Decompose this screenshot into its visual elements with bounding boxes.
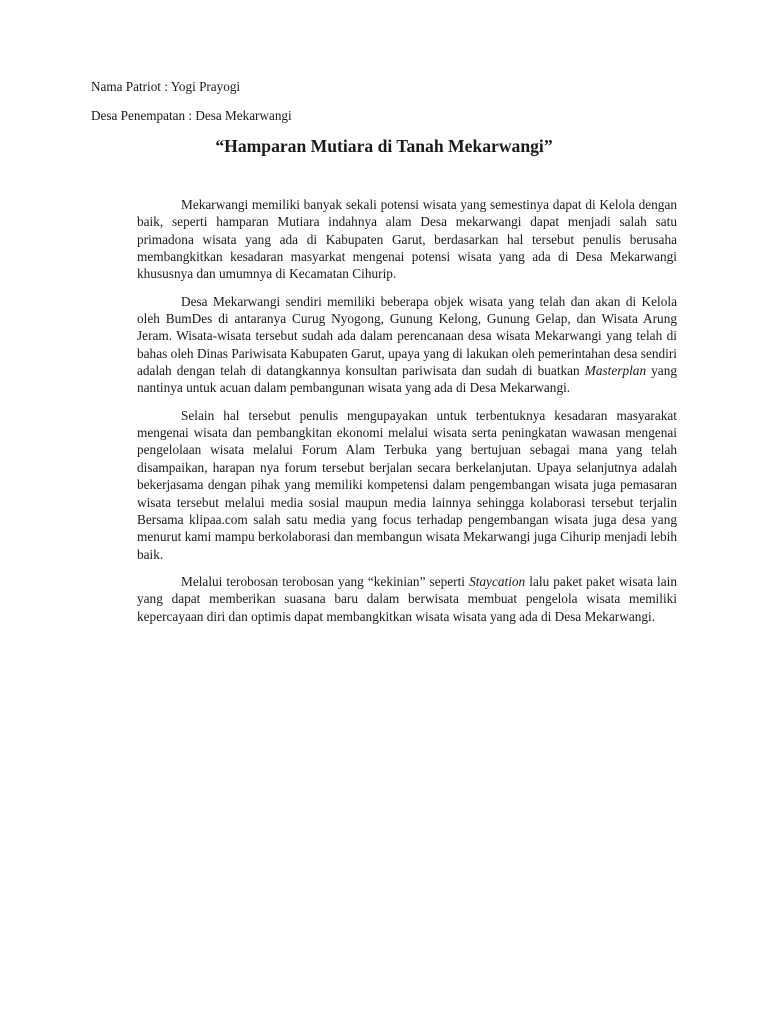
paragraph-2: [137, 293, 677, 397]
document-body: [137, 196, 677, 625]
document-title: “Hamparan Mutiara di Tanah Mekarwangi”: [215, 136, 553, 156]
paragraph-2-italic-term: Masterplan: [584, 363, 647, 379]
paragraph-2-text-end: yang nantinya untuk acuan dalam pembangunan wisata yang ada di Desa Mekarwangi.: [137, 363, 677, 396]
paragraph-4-text-end: lalu paket paket wisata lain yang dapat memberikan suasana baru dalam berwisata membuat pengelola wisata memiliki kepercayaan diri dan optimis dapat membangkitkan wisata wisata yang ada di Desa Mekarwangi.: [137, 573, 677, 624]
paragraph-4-text-start: Melalui terobosan terobosan yang “kekinian” seperti: [181, 573, 470, 589]
placement-village-line: Desa Penempatan : Desa Mekarwangi: [91, 108, 292, 123]
patriot-name-line: Nama Patriot : Yogi Prayogi: [91, 79, 241, 94]
paragraph-4: [137, 573, 677, 625]
paragraph-4-italic-term: Staycation: [469, 573, 526, 589]
paragraph-3: Selain hal tersebut penulis mengupayakan untuk terbentuknya kesadaran masyarakat mengenai wisata dan pembangkitan ekonomi melalui wisata serta peningkatan wawasan mengenai pengelolaan wisata melalui Forum Alam Terbuka yang bertujuan sebagai mana yang telah disampaikan, harapan nya forum tersebut berjalan secara berkelanjutan. Upaya selanjutnya adalah bekerjasama dengan pihak yang memiliki kompetensi dalam pengembangan wisata juga pemasaran wisata tersebut melalui media sosial maupun media lainnya sehingga kolaborasi tersebut terjalin Bersama klipaa.com salah satu media yang focus terhadap pengembangan wisata juga desa yang menurut kami mampu berkolaborasi dan membangun wisata Mekarwangi juga Cihurip menjadi lebih baik.: [137, 407, 677, 562]
paragraph-1: Mekarwangi memiliki banyak sekali potensi wisata yang semestinya dapat di Kelola dengan baik, seperti hamparan Mutiara indahnya alam Desa mekarwangi dapat menjadi salah satu primadona wisata yang ada di Kabupaten Garut, berdasarkan hal tersebut penulis berusaha membangkitkan kesadaran masyarkat mengenai potensi wisata yang ada di Desa Mekarwangi khususnya dan umumnya di Kecamatan Cihurip.: [137, 197, 677, 282]
paragraph-2-text-start: Desa Mekarwangi sendiri memiliki beberapa objek wisata yang telah dan akan di Kelola oleh BumDes di antaranya Curug Nyogong, Gunung Kelong, Gunung Gelap, dan Wisata Arung Jeram. Wisata-wisata tersebut sudah ada dalam perencanaan desa wisata Mekarwangi yang telah di bahas oleh Dinas Pariwisata Kabupaten Garut, upaya yang di lakukan oleh pemerintahan desa sendiri adalah dengan telah di datangkannya konsultan pariwisata dan sudah di buatkan: [137, 293, 677, 379]
